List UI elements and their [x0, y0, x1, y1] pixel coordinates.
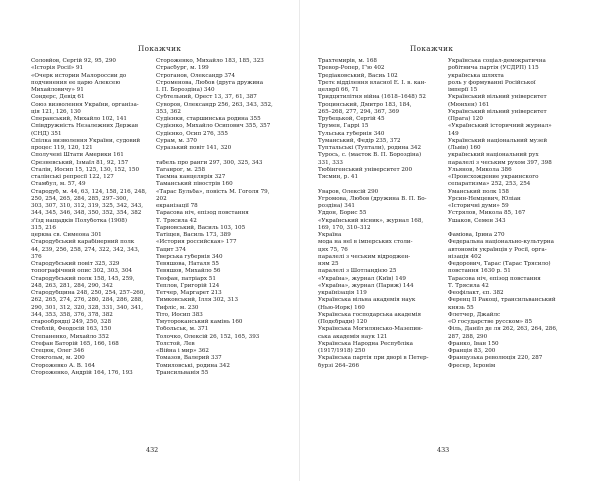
index-entry-line: Український вільний університет	[448, 108, 547, 115]
index-entry-line: Фресер, Ієронім	[448, 362, 496, 369]
index-entry-line: Тевяшов, Михайло 56	[156, 268, 221, 275]
index-entry-line: українізація 119	[318, 290, 367, 296]
index-entry-line: Франція 83, 200	[448, 348, 496, 354]
index-entry-line: паралелі з Шотландією 25	[318, 268, 397, 275]
right-index-column-2	[448, 58, 572, 370]
index-entry-line: Тридцятилітня війна (1618–1648) 52	[318, 94, 426, 101]
index-entry-line: Французька революція 220, 287	[448, 355, 543, 362]
index-entry-line: Флетчер, Джайлс	[448, 311, 501, 318]
index-entry-line: Туманський, Федір 235, 372	[318, 137, 401, 144]
index-entry-line: Федорович, Тарас (Тарас Трясило)	[448, 261, 551, 267]
index-entry-line: Українська господарська академія	[318, 311, 422, 318]
index-entry-line: Український національний музей	[448, 137, 548, 144]
index-entry-line: Тевяшова, Наталя 55	[156, 261, 219, 267]
index-entry-line: Субтельний, Орест 13, 37, 61, 387	[156, 94, 257, 101]
index-entry-line: Трумен, Гаррі 15	[318, 123, 369, 130]
index-entry-line: Судієнко, Осип 276, 355	[156, 130, 228, 137]
index-entry-line: Феофілакт, єп. 382	[448, 290, 504, 296]
index-entry-line: Суразький повіт 141, 320	[156, 145, 232, 151]
index-entry-line: паралелі з чеським відроджен-	[318, 253, 411, 260]
index-entry-line: 344, 353, 358, 376, 378, 382	[31, 311, 113, 318]
index-entry-line: автономія українців у Росії, орга-	[448, 246, 547, 253]
index-entry-line: з'їзд нащадків Полуботка (1908)	[31, 217, 128, 224]
index-entry-line: Українська Могилянсько-Мазепин-	[318, 326, 423, 333]
index-entry-line: Тревор-Ропер, Г'ю 402	[318, 65, 385, 72]
index-entry-line: Томазов, Валерий 337	[156, 355, 222, 362]
index-entry-line: екранізації 78	[156, 203, 198, 209]
index-entry-line: целярії 66, 71	[318, 87, 359, 93]
index-entry-line: Стародубський повіт 325, 329	[31, 261, 120, 267]
index-entry-line: 202	[156, 195, 167, 202]
index-entry-line: цях 75, 76	[318, 246, 348, 253]
index-entry-line: ська академія наук 121	[318, 333, 388, 340]
index-entry-line: 44, 239, 256, 258, 274, 322, 342, 343,	[31, 246, 140, 253]
index-entry-line: нізація 402	[448, 253, 482, 260]
index-entry-line: Стародубський полк 158, 145, 259,	[31, 275, 135, 282]
index-entry-line: 353, 362	[156, 108, 181, 115]
right-index-column-1	[318, 58, 442, 370]
index-entry-line: Тарасова ніч, епізод повстання	[156, 210, 249, 217]
index-entry-line: Туптальські (Туптали), родина 342	[318, 145, 422, 151]
index-entry-line: Українська соціал-демократична	[448, 58, 546, 64]
index-entry-line: Степаненко, Михайло 352	[31, 333, 109, 340]
index-entry-line: «Український вісник», журнал 168,	[318, 217, 424, 224]
index-entry-line: Сталін, Йосип 15, 125, 130, 152, 150	[31, 166, 139, 173]
index-entry-line: Стороженко, Андрій 164, 176, 193	[31, 369, 133, 376]
index-entry-line: Тетчер, Маргарет 213	[156, 290, 222, 296]
index-entry-line	[156, 152, 280, 159]
index-entry-line: імперії 15	[448, 87, 478, 93]
index-entry-line: Страсбург, м. 199	[156, 65, 209, 72]
index-entry-line: 376	[31, 253, 42, 260]
index-entry-line: «Україна», журнал (Париж) 144	[318, 282, 414, 289]
index-entry-line: Філь, Даніїл де ля 262, 263, 264, 286,	[448, 326, 558, 333]
index-entry-line: (Нью-Йорк) 160	[318, 304, 365, 311]
index-entry-line	[448, 225, 572, 232]
index-entry-line: Суворов, Олександр 256, 263, 343, 352,	[156, 101, 273, 108]
index-entry-line: Українська партія при дворі в Петер-	[318, 355, 429, 362]
index-entry-line: 250, 254, 265, 284, 285, 297–300,	[31, 195, 129, 202]
index-entry-line: Ушаков, Семен 343	[448, 217, 506, 224]
index-entry-line: Стамбул, м. 57, 49	[31, 181, 86, 188]
index-entry-line: роль у формуванні Російської	[448, 79, 536, 86]
index-entry-line: робітнича партія (УСДРП) 115	[448, 65, 539, 72]
index-entry-line: І. П. Бороздіна) 340	[156, 87, 215, 93]
left-index-column-2	[156, 58, 280, 377]
index-entry-line: Стародубщина 248, 250, 254, 257–260,	[31, 290, 146, 296]
index-entry-line: 265–268, 277, 294, 367, 369	[318, 108, 400, 115]
index-entry-line: подчинения ее царю Алексею	[31, 79, 121, 86]
index-entry-line: Т. Трясила 42	[448, 282, 489, 289]
index-entry-line: Україна	[318, 232, 342, 238]
index-entry-line: Співдружність Незалежних Держав	[31, 123, 139, 130]
index-entry-line: (Прага) 120	[448, 116, 483, 122]
index-entry-line: Теофан, патріарх 51	[156, 275, 216, 282]
index-entry-line: Судієнко, Михайло Осипович 355, 357	[156, 123, 271, 130]
index-entry-line	[318, 181, 442, 188]
index-entry-line: Тясмин, р. 41	[318, 174, 359, 180]
index-entry-line: Стокгольм, м. 200	[31, 355, 85, 362]
index-entry-line: «Історичні думи» 59	[448, 203, 509, 209]
index-entry-line: Сурам, м. 370	[156, 137, 197, 144]
index-entry-line: Уддон, Борис 55	[318, 210, 367, 217]
index-entry-line: Томиловські, родина 342	[156, 362, 230, 369]
index-entry-line: роздіна) 341	[318, 203, 355, 209]
index-entry-line: Толочко, Олексій 26, 152, 165, 393	[156, 333, 260, 340]
right-page-header: Покажчик	[410, 44, 454, 53]
index-entry-line: Строганов, Олександр 374	[156, 72, 236, 79]
index-entry-line: «О государстве русском» 85	[448, 319, 533, 325]
index-entry-line: «Україна», журнал (Київ) 149	[318, 275, 406, 282]
index-entry-line: Тредіаковський, Васиь 102	[318, 72, 398, 79]
index-entry-line: табель про ранги 297, 300, 325, 343	[156, 159, 263, 166]
index-entry-line: 149	[448, 130, 459, 137]
index-entry-line: Тифліс, м. 230	[156, 304, 199, 311]
index-entry-line: Українська Народна Республіка	[318, 340, 413, 347]
index-entry-line: 344, 345, 346, 348, 350, 352, 354, 382	[31, 210, 142, 217]
index-entry-line: Михайловичу» 91	[31, 87, 84, 93]
index-entry-line: «Очерк истории Малороссии до	[31, 72, 127, 79]
left-page-header: Покажчик	[138, 44, 182, 53]
right-page	[300, 0, 600, 481]
index-entry-line: Тарновський, Василь 103, 105	[156, 224, 246, 231]
index-entry-line: Тверська губернія 340	[156, 253, 223, 260]
index-entry-line: Уваров, Олексій 290	[318, 188, 379, 195]
index-entry-line: 169, 170, 310–312	[318, 224, 371, 231]
index-entry-line: Сперанський, Михайло 102, 141	[31, 116, 127, 122]
index-entry-line: сталінські репресії 122, 127	[31, 174, 114, 180]
index-entry-line: Третє відділення власної Е. І. в. кан-	[318, 79, 427, 86]
index-entry-line: Строменова, Любов (друга дружина	[156, 79, 264, 86]
index-entry-line: Угромова, Любов (дружина В. П. Бо-	[318, 195, 427, 202]
index-entry-line: бурзі 264–266	[318, 362, 360, 369]
index-entry-line: Трубецькой, Сергій 45	[318, 116, 385, 122]
index-entry-line: 303, 307, 310, 312, 319, 325, 342, 343,	[31, 203, 144, 209]
index-entry-line: церква св. Симеона 301	[31, 232, 102, 238]
index-entry-line: Сполучені Штати Америки 161	[31, 152, 124, 159]
index-entry-line: Турось, с. (маєток В. П. Бороздіна)	[318, 152, 422, 159]
index-entry-line: князь 55	[448, 304, 474, 311]
index-entry-line: Т. Трясила 42	[156, 217, 197, 224]
index-entry-line: Трахтемирів, м. 168	[318, 58, 377, 64]
index-entry-line: Троцинський, Дмитро 183, 184,	[318, 101, 412, 108]
index-entry-line: Фаміова, Ірина 270	[448, 232, 505, 238]
index-entry-line: «Війна і мир» 362	[156, 348, 209, 354]
index-entry-line: Союз визволення України, організа-	[31, 101, 139, 108]
index-entry-line: топографічний опис 302, 303, 304	[31, 268, 133, 275]
index-entry-line: Ульянов, Микола 386	[448, 166, 512, 173]
index-entry-line: Таємна канцелярія 327	[156, 174, 226, 180]
index-entry-line: «Происхождение украинского	[448, 174, 539, 180]
index-entry-line: Урсин-Немцевич, Юліан	[448, 195, 521, 202]
index-entry-line: Толстой, Лев	[156, 340, 195, 347]
index-entry-line: «Історія Росії» 91	[31, 65, 84, 72]
index-entry-line: Тульська губернія 340	[318, 130, 385, 137]
index-entry-line: Таманський півострів 160	[156, 181, 233, 188]
index-entry-line: Українська вільна академія наук	[318, 297, 416, 304]
index-entry-line: (1917/1918) 250	[318, 348, 366, 354]
index-entry-line: Спілка визволення України, судовий	[31, 137, 141, 144]
index-entry-line: Тмутороканський камінь 160	[156, 319, 243, 325]
index-entry-line: паралелі з чеським рухом 397, 398	[448, 159, 552, 166]
index-entry-line: повстання 1630 р. 51	[448, 268, 511, 275]
index-entry-line: Тіто, Йосип 383	[156, 311, 203, 318]
index-entry-line: ція 121, 126, 130	[31, 108, 81, 115]
index-entry-line: українська шляхта	[448, 72, 504, 79]
index-entry-line: Стародубський карабінерний полк	[31, 239, 135, 246]
index-entry-line: ням 25	[318, 261, 339, 267]
index-entry-line: Стефан Баторій 165, 166, 168	[31, 340, 119, 347]
index-entry-line: Сондерс, Девід 61	[31, 94, 85, 101]
index-entry-line: старообрядці 249, 250, 328	[31, 319, 112, 325]
index-entry-line: Стеблій, Феодосій 163, 150	[31, 326, 112, 333]
right-page-number: 433	[437, 446, 450, 454]
index-entry-line: Трансильванія 55	[156, 369, 209, 376]
index-entry-line: український національний рух	[448, 152, 539, 159]
index-entry-line: 248, 263, 281, 284, 290, 342	[31, 282, 113, 289]
index-entry-line: (Львів) 160	[448, 145, 481, 151]
index-entry-line: Судієнки, старшинська родина 355	[156, 116, 261, 122]
index-entry-line: Соловйов, Сергій 92, 95, 290	[31, 58, 116, 64]
index-entry-line: Стороженко, Михайло 183, 185, 323	[156, 58, 264, 64]
index-entry-line: Срезневський, Ізмаїл 81, 92, 157	[31, 159, 129, 166]
index-entry-line: Тимковський, Ілля 302, 313	[156, 297, 239, 304]
index-entry-line: сепаратизма» 252, 253, 254	[448, 181, 531, 188]
index-entry-line: Устрялов, Микола 85, 167	[448, 210, 526, 217]
index-entry-line: Стародуб, м. 44, 63, 124, 158, 216, 248,	[31, 188, 147, 195]
index-entry-line: Стецюк, Олег 346	[31, 348, 85, 354]
index-entry-line: (СНД) 351	[31, 130, 62, 137]
index-entry-line: Франко, Іван 150	[448, 340, 499, 347]
index-entry-line: Тюбінгенський університет 200	[318, 166, 413, 173]
index-entry-line: Тобольськ, м. 371	[156, 326, 209, 333]
index-entry-line: (Подєбради) 120	[318, 319, 368, 325]
index-entry-line: «Український історичний журнал»	[448, 123, 552, 130]
index-entry-line: Татіщев, Василь 173, 389	[156, 232, 231, 238]
index-entry-line: мода на неї в імперських столи-	[318, 239, 413, 246]
index-entry-line: 290, 301, 312, 320, 328, 331, 340, 341,	[31, 304, 144, 311]
index-entry-line: Український вільний університет	[448, 94, 547, 101]
index-entry-line: Уманський полк 158	[448, 188, 509, 195]
index-entry-line: Таганрог, м. 258	[156, 166, 206, 173]
index-entry-line: процес 119, 120, 121	[31, 145, 93, 151]
index-entry-line: Ференц II Ракоці, трансильванський	[448, 297, 556, 304]
index-entry-line: Теплов, Григорій 124	[156, 282, 220, 289]
index-entry-line: «Тарас Бульба», повість М. Гоголя 79,	[156, 188, 270, 195]
index-entry-line: (Мюнхен) 161	[448, 101, 490, 108]
index-entry-line: 262, 265, 274, 276, 280, 284, 286, 288,	[31, 297, 144, 304]
index-entry-line: Федеральна національно-культурна	[448, 239, 554, 246]
index-entry-line: «История российская» 177	[156, 239, 237, 246]
left-index-column-1	[31, 58, 155, 377]
index-entry-line: Сторожевко А. В. 164	[31, 362, 96, 369]
index-entry-line: 287, 288, 290	[448, 333, 488, 340]
index-entry-line: Тарасова ніч, епізод повстання	[448, 275, 541, 282]
index-entry-line: 331, 333	[318, 159, 343, 166]
index-entry-line: 315, 216	[31, 224, 56, 231]
left-page-number: 432	[146, 446, 159, 454]
index-entry-line: Тацит 374	[156, 246, 186, 253]
